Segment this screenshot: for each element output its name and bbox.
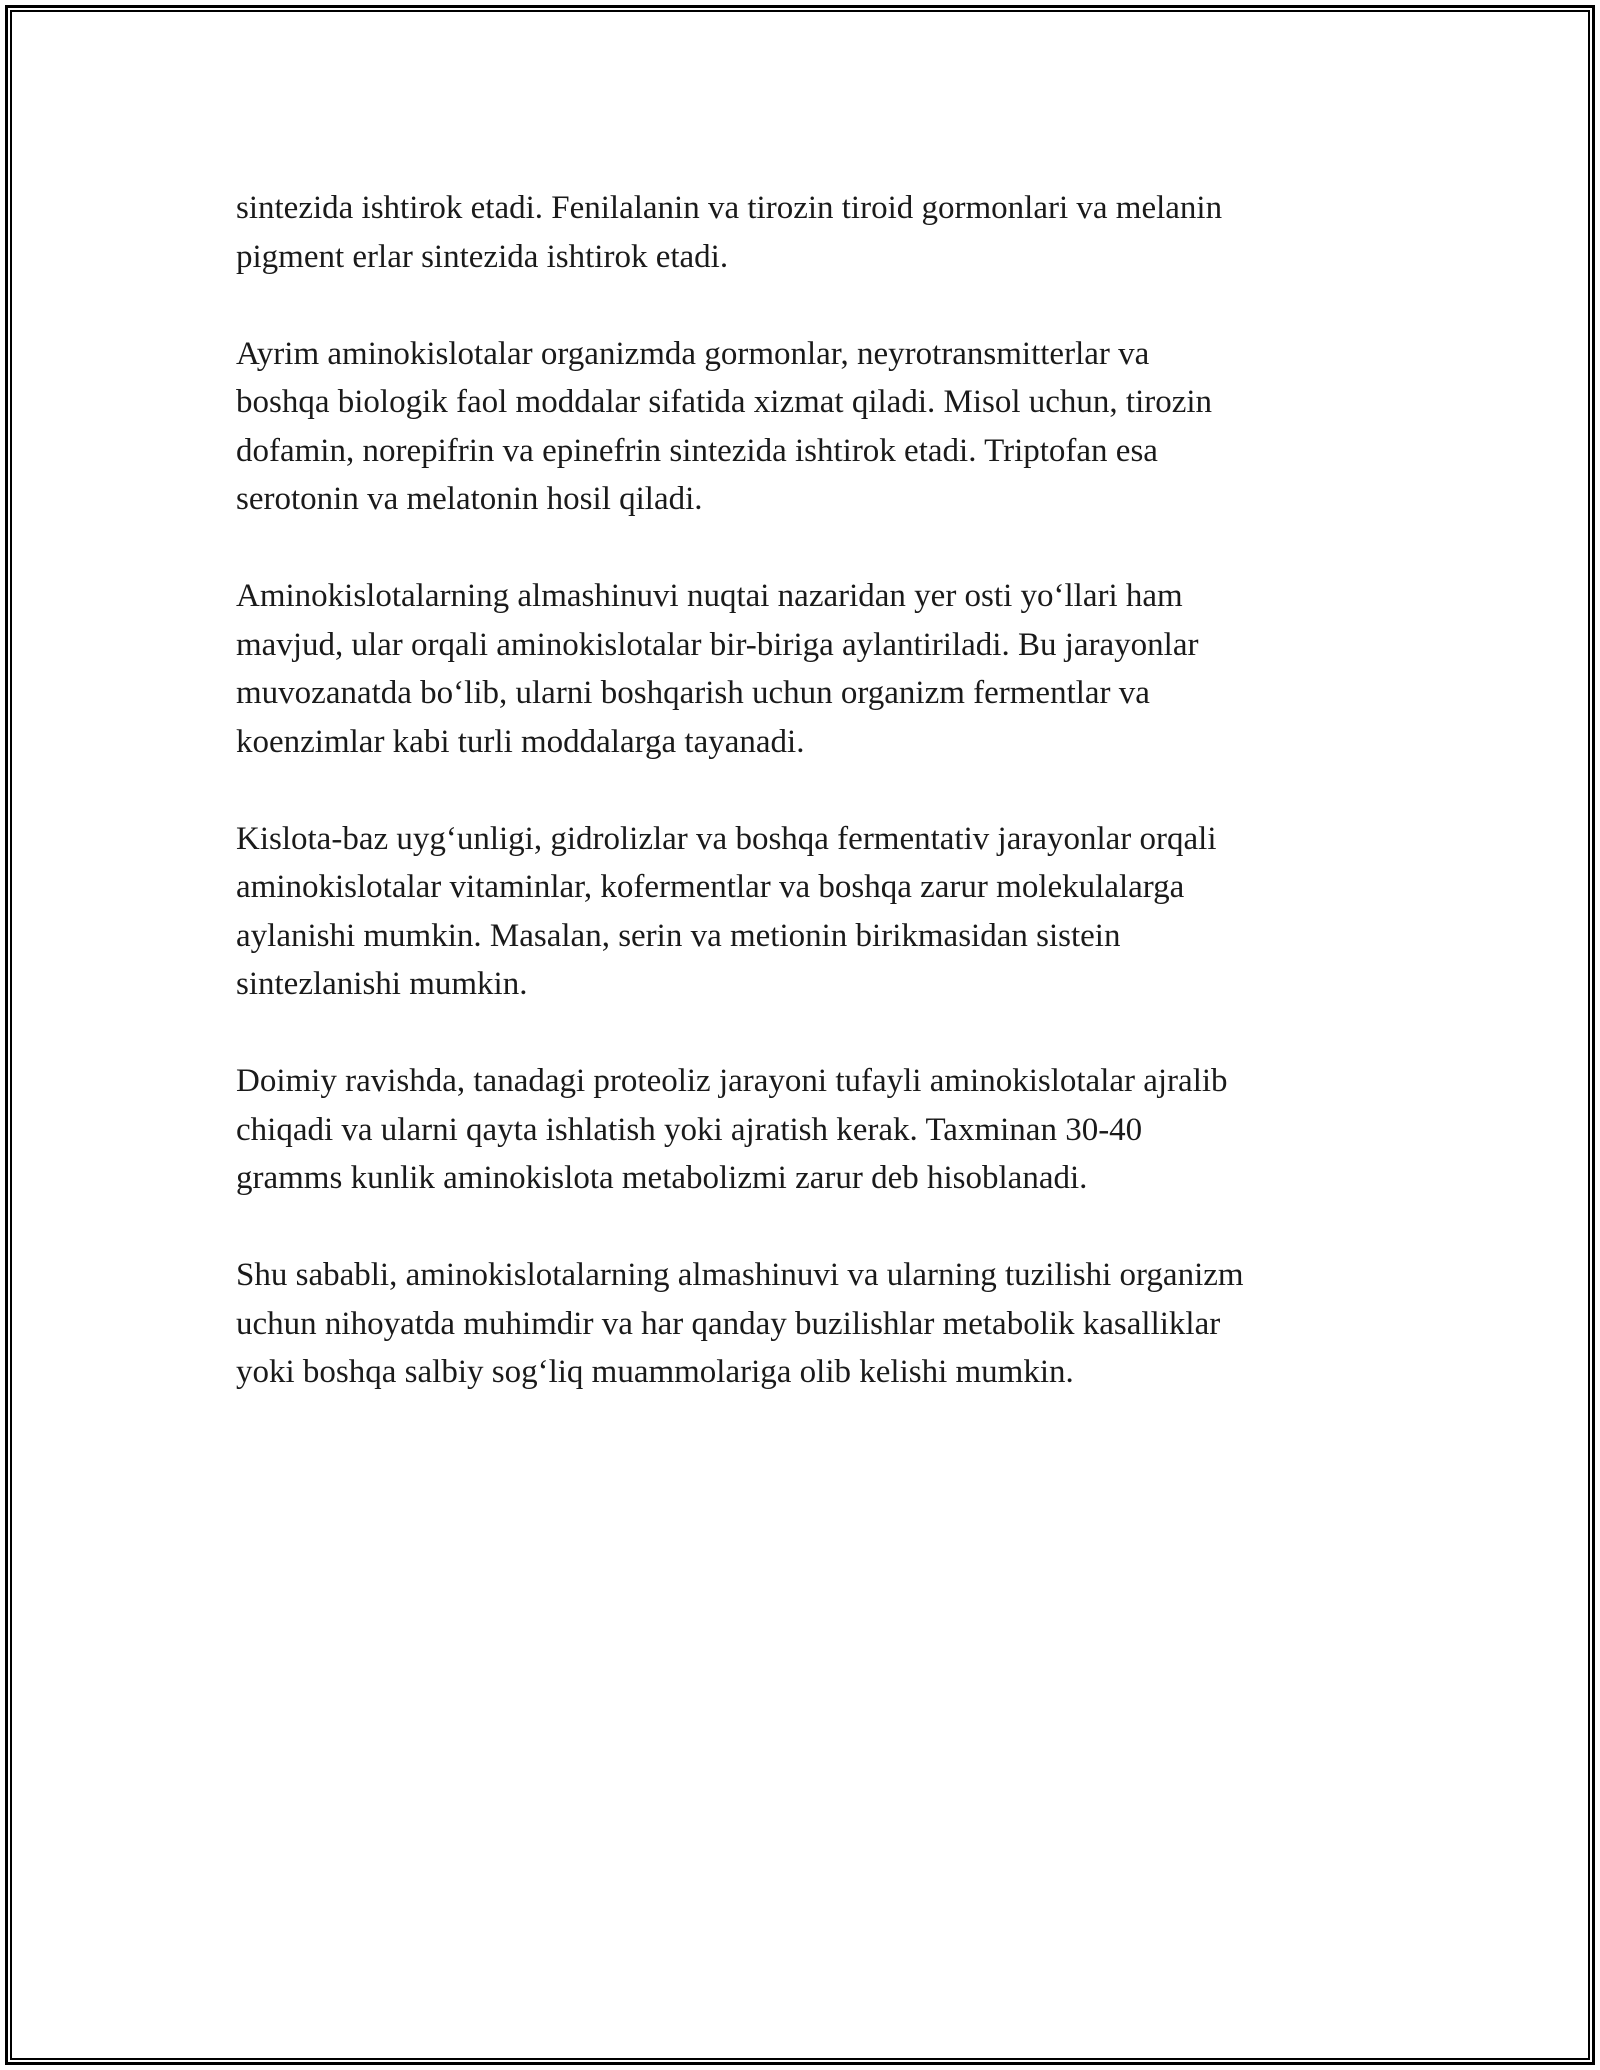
paragraph-1: sintezida ishtirok etadi. Fenilalanin va tirozin tiroid gormonlari va melanin pigment erlar sintezida ishtirok etadi. bbox=[236, 190, 1223, 275]
paragraph-6: Shu sababli, aminokislotalarning almashinuvi va ularning tuzilishi organizm uchun nihoyatda muhimdir va har qanday buzilishlar metabolik kasalliklar yoki boshqa salbiy sog‘liq muammolariga olib kelishi mumkin. bbox=[236, 1257, 1244, 1390]
paragraph-3: Aminokislotalarning almashinuvi nuqtai nazaridan yer osti yo‘llari ham mavjud, ular orqali aminokislotalar bir-biriga aylantiriladi. Bu jarayonlar muvozanatda bo‘lib, ularni boshqarish uchun organizm fermentlar va koenzimlar kabi turli moddalarga tayanadi. bbox=[236, 578, 1199, 760]
paragraph-4: Kislota-baz uyg‘unligi, gidrolizlar va boshqa fermentativ jarayonlar orqali aminokislotalar vitaminlar, kofermentlar va boshqa zarur molekulalarga aylanishi mumkin. Masalan, serin va metionin birikmasidan sistein sintezlanishi mumkin. bbox=[236, 820, 1217, 1002]
paragraph-2: Ayrim aminokislotalar organizmda gormonlar, neyrotransmitterlar va boshqa biologik faol moddalar sifatida xizmat qiladi. Misol uchun, tirozin dofamin, norepifrin va epinefrin sintezida ishtirok etadi. Triptofan esa serotonin va melatonin hosil qiladi. bbox=[236, 335, 1213, 517]
paragraph-5: Doimiy ravishda, tanadagi proteoliz jarayoni tufayli aminokislotalar ajralib chiqadi va ularni qayta ishlatish yoki ajratish kerak. Taxminan 30-40 gramms kunlik aminokislota metabolizmi zarur deb hisoblanadi. bbox=[236, 1063, 1228, 1196]
document-body bbox=[236, 184, 1366, 1445]
